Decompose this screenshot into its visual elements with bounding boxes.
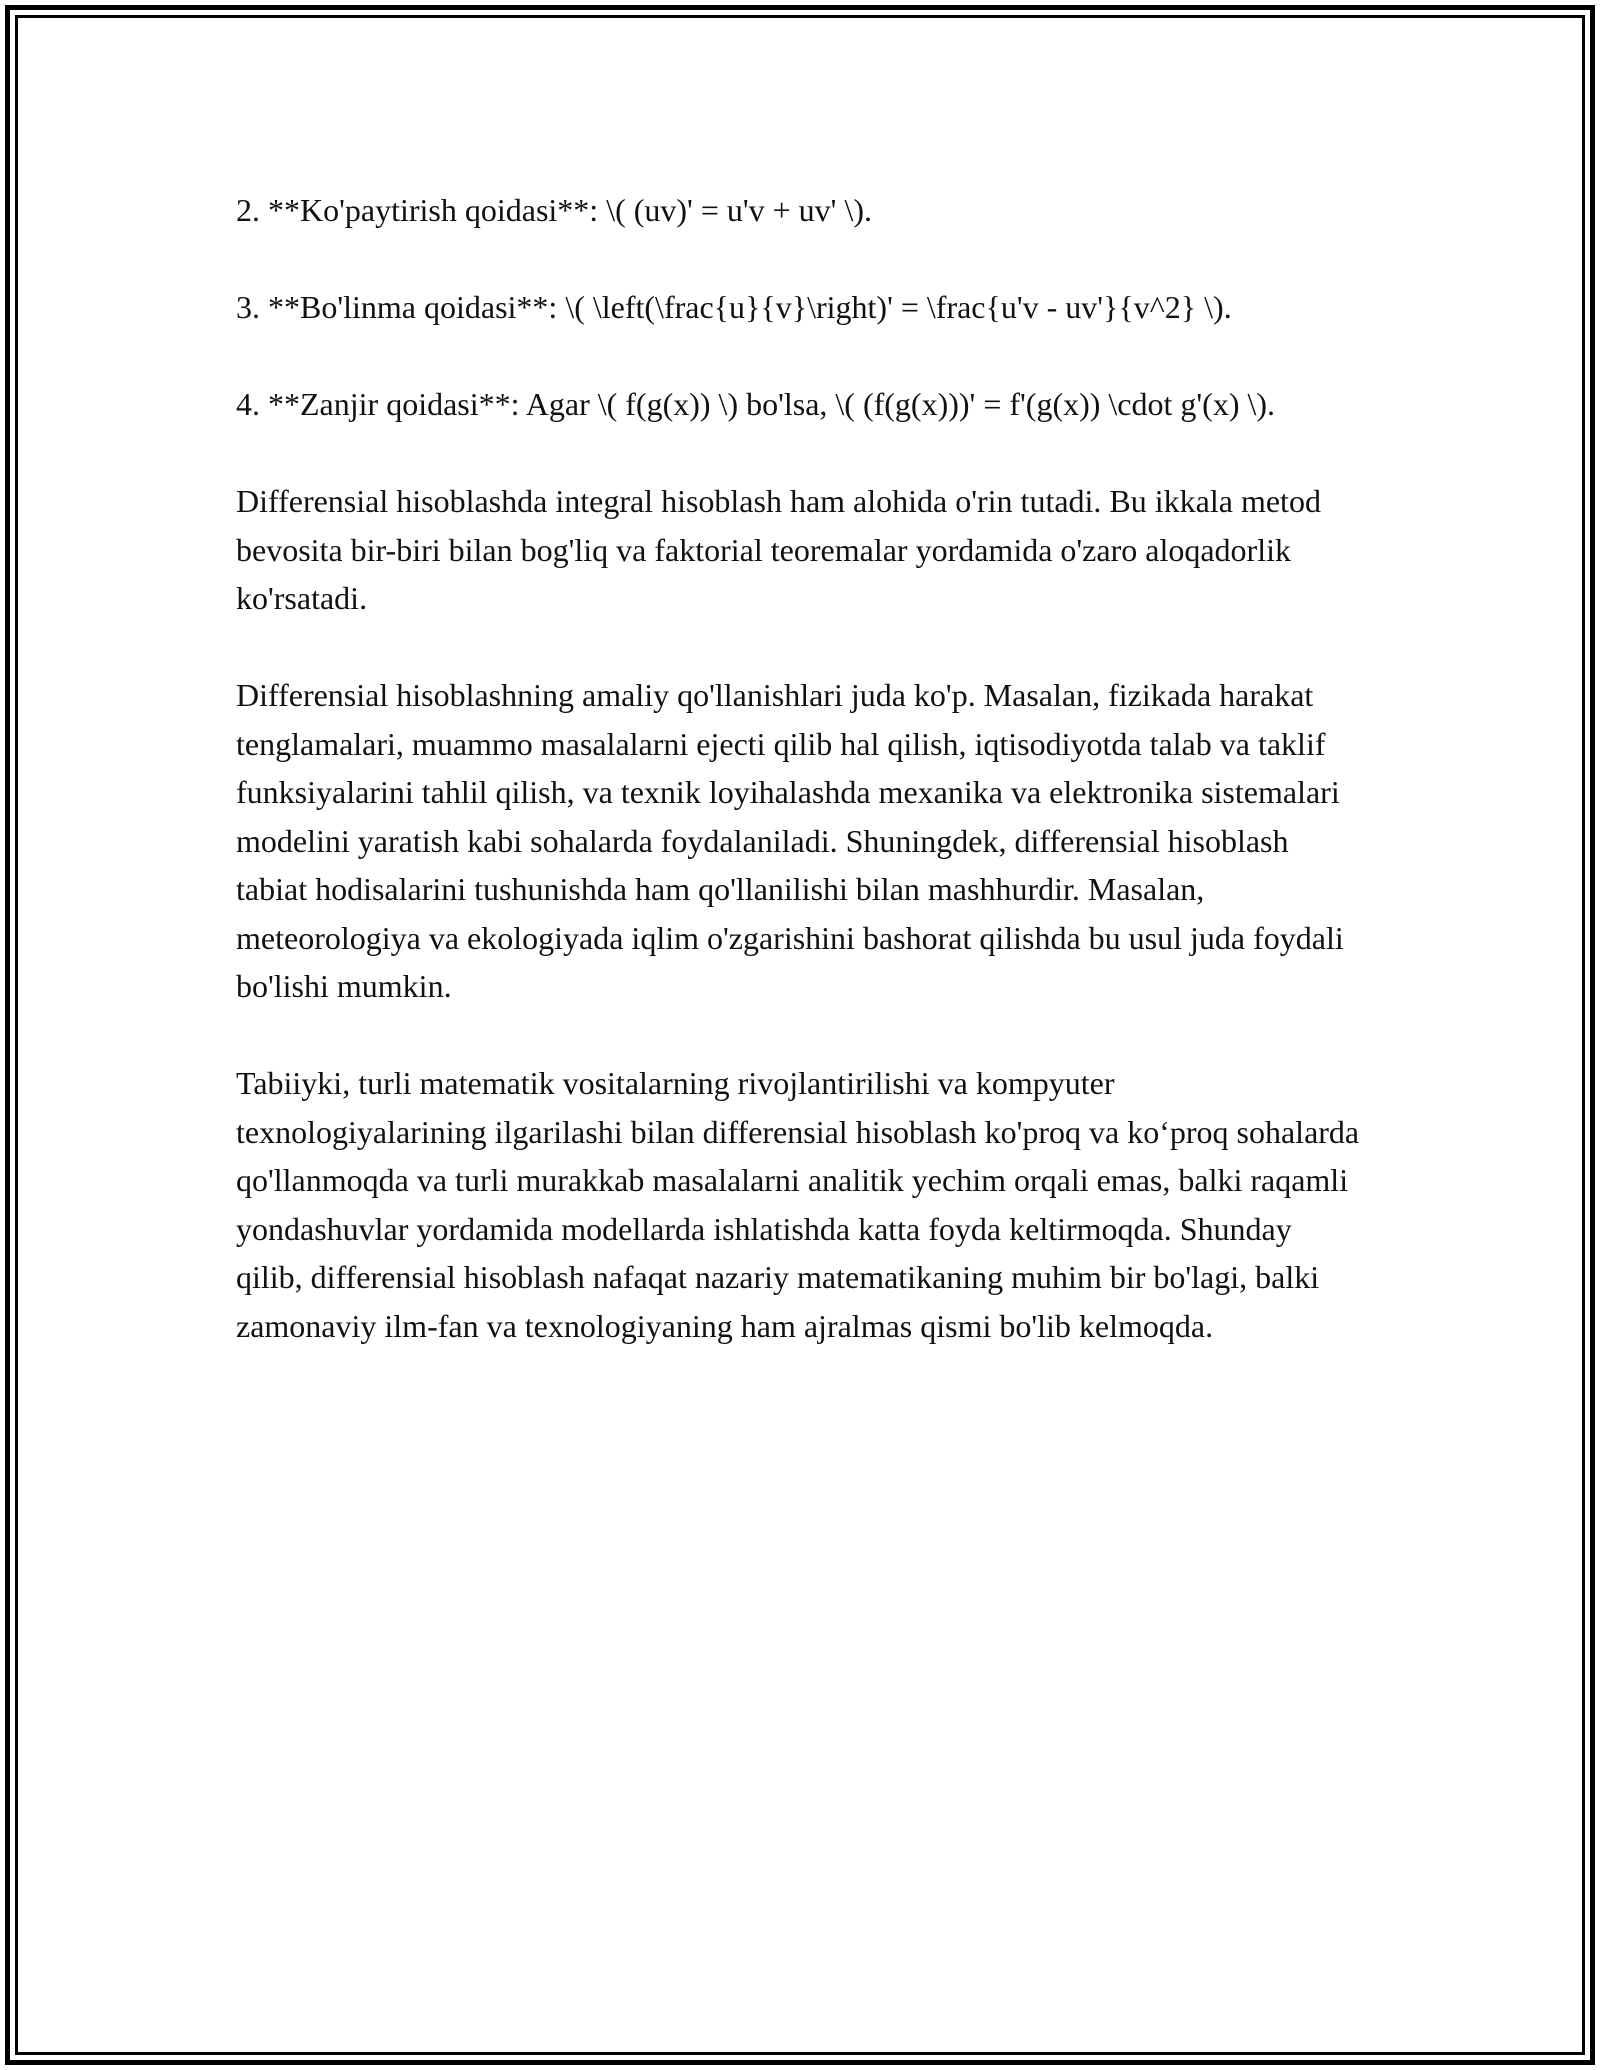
rule-chain: 4. **Zanjir qoidasi**: Agar \( f(g(x)) \) bo'lsa, \( (f(g(x)))' = f'(g(x)) \cdot g'(x) \). xyxy=(236,386,1276,422)
paragraph-integral: Differensial hisoblashda integral hisoblash ham alohida o'rin tutadi. Bu ikkala metod bevosita bir-biri bilan bog'liq va faktorial teoremalar yordamida o'zaro aloqadorlik ko'rsatadi. xyxy=(236,483,1321,616)
paragraph-conclusion: Tabiiyki, turli matematik vositalarning rivojlantirilishi va kompyuter texnologiyalarining ilgarilashi bilan differensial hisoblash ko'proq va ko‘proq sohalarda qo'llanmoqda va turli murakkab masalalarni analitik yechim orqali emas, balki raqamli yondashuvlar yordamida modellarda ishlatishda katta foyda keltirmoqda. Shunday qilib, differensial hisoblash nafaqat nazariy matematikaning muhim bir bo'lagi, balki zamonaviy ilm-fan va texnologiyaning ham ajralmas qismi bo'lib kelmoqda. xyxy=(236,1065,1360,1344)
rule-product: 2. **Ko'paytirish qoidasi**: \( (uv)' = u'v + uv' \). xyxy=(236,192,872,228)
document-body xyxy=(236,186,1366,1399)
paragraph-applications: Differensial hisoblashning amaliy qo'llanishlari juda ko'p. Masalan, fizikada harakat tenglamalari, muammo masalalarni ejecti qilib hal qilish, iqtisodiyotda talab va taklif funksiyalarini tahlil qilish, va texnik loyihalashda mexanika va elektronika sistemalari modelini yaratish kabi sohalarda foydalaniladi. Shuningdek, differensial hisoblash tabiat hodisalarini tushunishda ham qo'llanilishi bilan mashhurdir. Masalan, meteorologiya va ekologiyada iqlim o'zgarishini bashorat qilishda bu usul juda foydali bo'lishi mumkin. xyxy=(236,677,1344,1004)
rule-quotient: 3. **Bo'linma qoidasi**: \( \left(\frac{u}{v}\right)' = \frac{u'v - uv'}{v^2} \). xyxy=(236,289,1232,325)
